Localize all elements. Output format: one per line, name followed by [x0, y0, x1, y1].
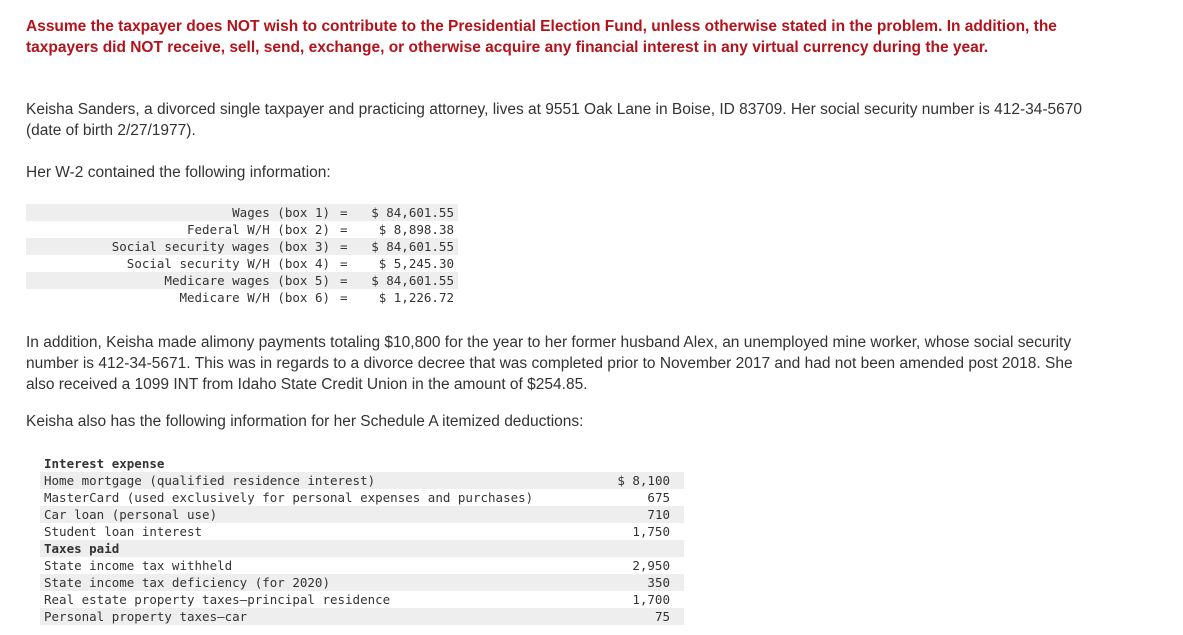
table-row — [40, 557, 684, 574]
w2-amount: $ 84,601.55 — [366, 238, 458, 255]
deduction-item: State income tax deficiency (for 2020) — [40, 574, 600, 591]
table-row — [26, 221, 458, 238]
w2-amount: $ 1,226.72 — [378, 290, 454, 305]
equals-sign: = — [336, 204, 366, 221]
equals-sign: = — [340, 290, 348, 305]
table-row — [40, 574, 684, 591]
taxpayer-intro-paragraph: Keisha Sanders, a divorced single taxpayer and practicing attorney, lives at 9551 Oak Lane in Boise, ID 83709. Her social security number is 412-34-5670 (date of birth 2/27/1977). — [26, 101, 1083, 139]
table-row — [40, 591, 684, 608]
table-row — [26, 238, 458, 255]
section-header: Taxes paid — [40, 540, 600, 557]
equals-sign: = — [336, 238, 366, 255]
deduction-amount: 1,750 — [632, 524, 670, 539]
table-row — [40, 540, 684, 557]
deduction-amount: 75 — [600, 608, 684, 625]
deduction-item: Home mortgage (qualified residence interest) — [40, 472, 600, 489]
deduction-amount: $ 8,100 — [600, 472, 684, 489]
w2-intro-text: Her W-2 contained the following information: — [26, 164, 331, 181]
deduction-amount: 675 — [647, 490, 670, 505]
equals-sign: = — [336, 272, 366, 289]
table-row — [26, 289, 458, 306]
w2-label: Social security wages (box 3) — [26, 238, 336, 255]
section-header: Interest expense — [44, 456, 165, 471]
table-row — [26, 255, 458, 272]
w2-label: Medicare wages (box 5) — [26, 272, 336, 289]
w2-label: Medicare W/H (box 6) — [179, 290, 330, 305]
w2-amount: $ 84,601.55 — [366, 204, 458, 221]
deduction-amount: 710 — [600, 506, 684, 523]
table-row — [40, 472, 684, 489]
deduction-item: Real estate property taxes—principal residence — [44, 592, 391, 607]
table-row — [26, 272, 458, 289]
table-row — [26, 204, 458, 221]
table-row — [40, 506, 684, 523]
instructions-notice: Assume the taxpayer does NOT wish to contribute to the Presidential Election Fund, unless otherwise stated in the problem. In addition, the taxpayers did NOT receive, sell, send, exchange, or otherwise acquire any financial interest in any virtual currency during the year. — [26, 18, 1057, 56]
equals-sign: = — [340, 222, 348, 237]
deduction-item: Personal property taxes—car — [40, 608, 600, 625]
table-row — [40, 608, 684, 625]
deduction-amount: 1,700 — [632, 592, 670, 607]
w2-label: Federal W/H (box 2) — [187, 222, 330, 237]
deduction-item: Car loan (personal use) — [40, 506, 600, 523]
deduction-item: State income tax withheld — [44, 558, 233, 573]
equals-sign: = — [340, 256, 348, 271]
w2-label: Wages (box 1) — [26, 204, 336, 221]
deduction-item: MasterCard (used exclusively for personal expenses and purchases) — [44, 490, 534, 505]
deduction-amount — [600, 455, 684, 472]
w2-amount: $ 5,245.30 — [378, 256, 454, 271]
table-row — [40, 523, 684, 540]
deduction-amount: 2,950 — [632, 558, 670, 573]
deduction-item: Student loan interest — [44, 524, 203, 539]
w2-amount: $ 84,601.55 — [366, 272, 458, 289]
w2-label: Social security W/H (box 4) — [126, 256, 330, 271]
schedule-a-table — [40, 455, 684, 625]
deduction-amount: 350 — [600, 574, 684, 591]
table-row — [40, 489, 684, 506]
table-row — [40, 455, 684, 472]
deduction-amount — [600, 540, 684, 557]
w2-amount: $ 8,898.38 — [378, 222, 454, 237]
schedule-a-intro-text: Keisha also has the following information for her Schedule A itemized deductions: — [26, 413, 584, 430]
w2-table — [26, 204, 458, 306]
alimony-paragraph: In addition, Keisha made alimony payments totaling $10,800 for the year to her former husband Alex, an unemployed mine worker, whose social security number is 412-34-5671. This was in regards to a divorce decree that was completed prior to November 2017 and had not been amended post 2018. She also received a 1099 INT from Idaho State Credit Union in the amount of $254.85. — [26, 334, 1073, 393]
